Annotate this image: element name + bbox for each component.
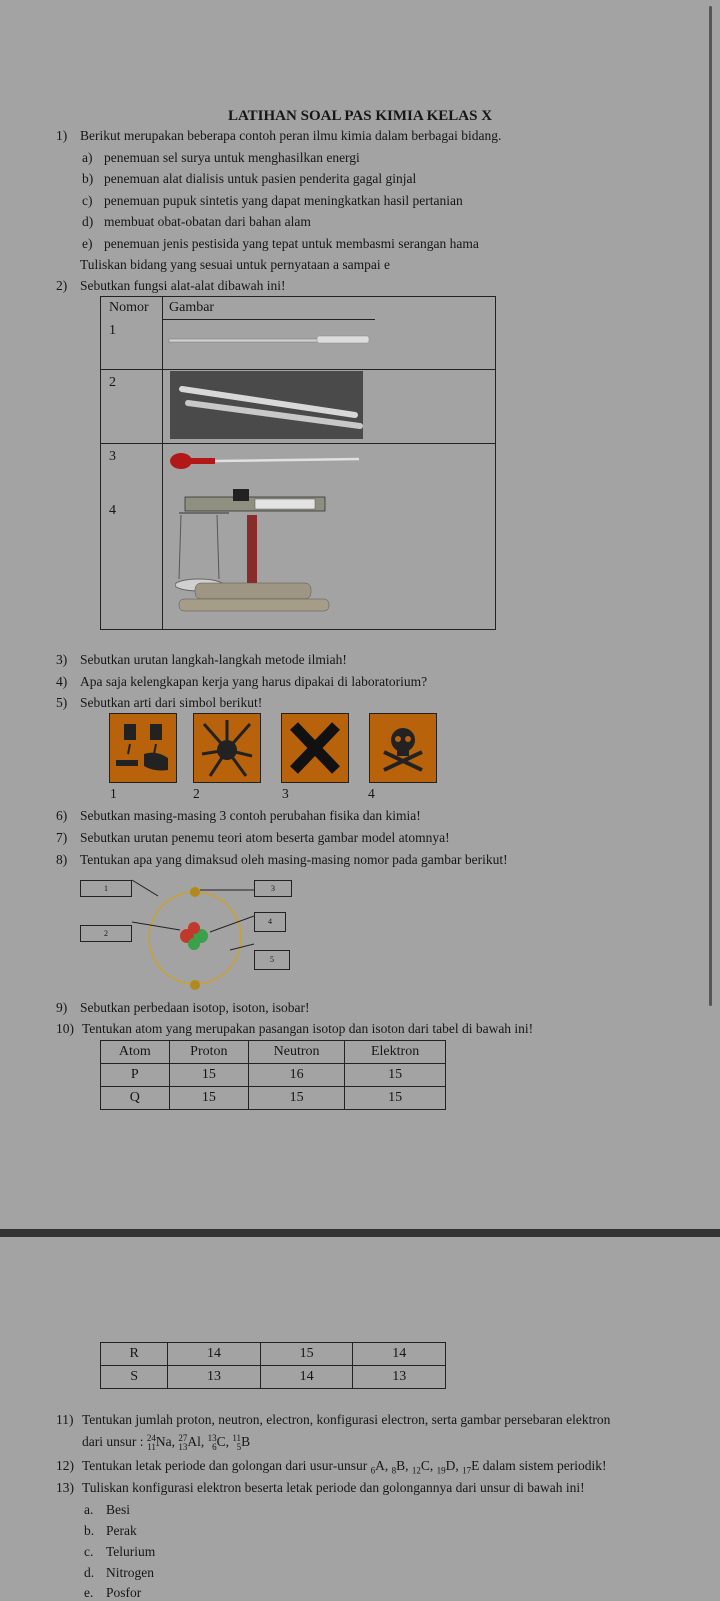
stirring-rod-image [170,371,363,439]
question-6: 6) Sebutkan masing-masing 3 contoh perubahan fisika dan kimia! [56,808,421,823]
scrollbar[interactable] [709,6,712,1006]
tools-header-gambar: Gambar [169,300,215,315]
question-5: 5) Sebutkan arti dari simbol berikut! [56,695,263,710]
isotope-table [100,1040,446,1110]
question-13-item-c: c. Telurium [84,1544,156,1559]
spatula-image [167,333,373,349]
question-2: 2) Sebutkan fungsi alat-alat dibawah ini! [56,278,286,293]
question-1: 1) Berikut merupakan beberapa contoh peran ilmu kimia dalam berbagai bidang. [56,128,502,143]
table-row: S 13 14 13 [101,1366,446,1389]
tools-header-nomor: Nomor [109,300,149,315]
toxic-symbol-icon [369,713,437,783]
harmful-symbol-icon [281,713,349,783]
question-4: 4) Apa saja kelengkapan kerja yang harus dipakai di laboratorium? [56,674,428,689]
tools-table [100,296,496,630]
question-8: 8) Tentukan apa yang dimaksud oleh masing-masing nomor pada gambar berikut! [56,852,508,867]
question-1-item-b: b) penemuan alat dialisis untuk pasien penderita gagal ginjal [82,171,417,186]
symbol-label-3: 3 [282,786,289,801]
symbol-label-4: 4 [368,786,375,801]
page-break [0,1229,720,1237]
atom-label-2: 2 [80,925,132,942]
question-1-item-c: c) penemuan pupuk sintetis yang dapat meningkatkan hasil pertanian [82,193,463,208]
symbol-label-2: 2 [193,786,200,801]
question-9: 9) Sebutkan perbedaan isotop, isoton, isobar! [56,1000,310,1015]
pipette-image [167,449,367,475]
question-13-item-e: e. Posfor [84,1585,142,1600]
question-13-item-a: a. Besi [84,1502,131,1517]
question-10: 10) Tentukan atom yang merupakan pasangan isotop dan isoton dari tabel di bawah ini! [56,1021,534,1036]
table-row: R 14 15 14 [101,1343,446,1366]
question-3: 3) Sebutkan urutan langkah-langkah metode ilmiah! [56,652,347,667]
atom-label-3: 3 [254,880,292,897]
question-1-item-a: a) penemuan sel surya untuk menghasilkan energi [82,150,360,165]
question-12: 12) Tentukan letak periode dan golongan dari usur-unsur $_6$A, $_8$B, $_{12}$C, $_{19}$D, $_{17}$E dalam sistem periodik! [56,1458,607,1476]
isotope-table-continued [100,1342,446,1389]
tools-row-1-number: 1 [109,323,116,338]
corrosive-symbol-icon [109,713,177,783]
table-row: P 15 16 15 [101,1064,446,1087]
question-13: 13) Tuliskan konfigurasi elektron beserta letak periode dan golongannya dari unsur di bawah ini! [56,1480,585,1495]
question-1-item-d: d) membuat obat-obatan dari bahan alam [82,214,311,229]
symbol-label-1: 1 [110,786,117,801]
explosive-symbol-icon [193,713,261,783]
question-1-instruction: Tuliskan bidang yang sesuai untuk pernyataan a sampai e [80,257,390,272]
question-7: 7) Sebutkan urutan penemu teori atom beserta gambar model atomnya! [56,830,450,845]
balance-image [175,487,335,621]
question-13-item-b: b. Perak [84,1523,137,1538]
tools-row-4-number: 4 [109,503,116,518]
question-11: 11) Tentukan jumlah proton, neutron, electron, konfigurasi electron, serta gambar persebaran elektron [56,1412,611,1427]
document-title: LATIHAN SOAL PAS KIMIA KELAS X [227,108,493,124]
isotope-table-header: Atom Proton Neutron Elektron [101,1041,446,1064]
question-13-item-d: d. Nitrogen [84,1565,154,1580]
table-row: Q 15 15 15 [101,1087,446,1110]
tools-row-3-number: 3 [109,449,116,464]
atom-label-5: 5 [254,950,290,970]
tools-row-2-number: 2 [109,375,116,390]
atom-label-1: 1 [80,880,132,897]
atom-label-4: 4 [254,912,286,932]
question-11-elements: dari unsur : 24 11 Na, 27 13 Al, 13 6 C, 11 5 B [82,1433,251,1452]
question-1-item-e: e) penemuan jenis pestisida yang tepat untuk membasmi serangan hama [82,236,479,251]
